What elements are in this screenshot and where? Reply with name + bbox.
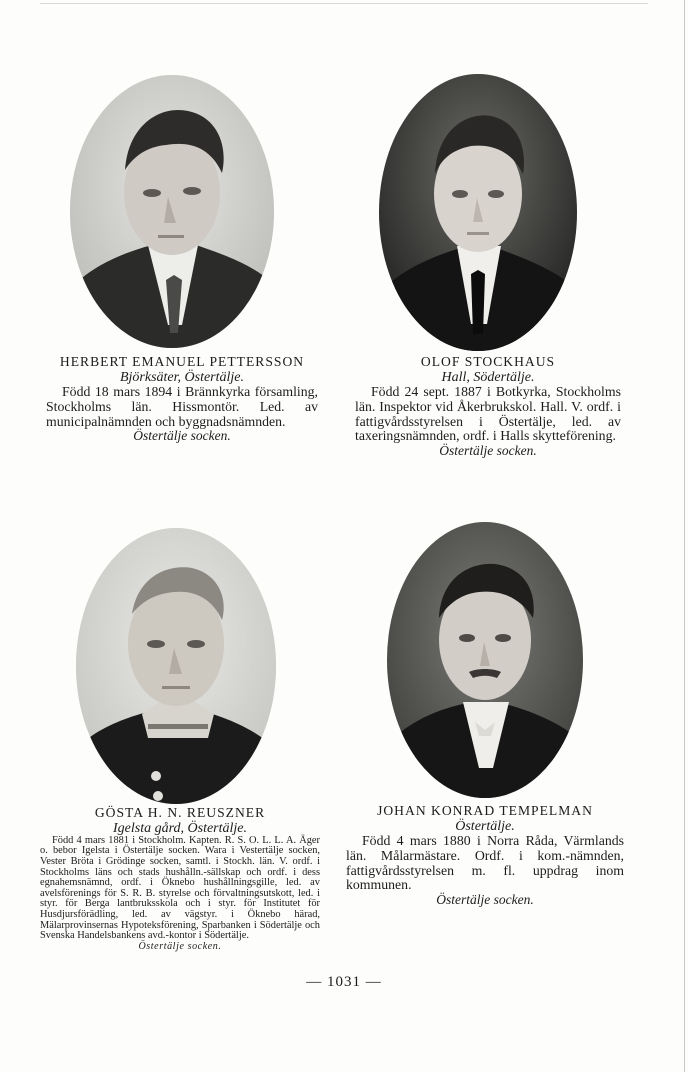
page-number: — 1031 — — [306, 974, 382, 990]
person-name: GÖSTA H. N. REUSZNER — [94, 805, 266, 820]
residence: Östertälje. — [455, 818, 515, 834]
parish-label: Östertälje socken. — [436, 892, 534, 908]
entry-reuszner — [40, 806, 320, 953]
parish-label: Östertälje socken. — [138, 940, 222, 952]
page-edge-line — [40, 3, 648, 4]
portrait-photo-tempelman — [387, 522, 583, 798]
portrait-photo-pettersson — [70, 75, 274, 348]
entry-stockhaus — [355, 355, 621, 459]
residence: Björksäter, Östertälje. — [119, 369, 245, 385]
entry-tempelman — [346, 804, 624, 908]
person-name: OLOF STOCKHAUS — [420, 354, 556, 369]
parish-label: Östertälje socken. — [133, 428, 231, 444]
residence: Hall, Södertälje. — [441, 369, 535, 385]
person-name: JOHAN KONRAD TEMPELMAN — [377, 803, 593, 818]
entry-pettersson — [46, 355, 318, 444]
portrait-photo-stockhaus — [379, 74, 577, 351]
biography: Född 4 mars 1881 i Stockholm. Kapten. R. S. O. L. L. A. Äger o. bebor Igelsta i Östertälje socken. Wara i Vestertälje socken, Vester Bröta i Grödinge socken, samtl. i Stockh. län. V. ordf. i Stockholms läns och stads hushålln.-sällskap och ordf. i dess egnahemsnämnd, ordf. i Öknebo hushållningsgille, led. av avelsförenings för S. R. B. styrelse och förvaltningsutskott, led. i styr. för Berga lantbruksskola och i styr. för Institutet för Husdjursförädling, led. av vägstyr. i Öknebo härad, Mälarprovinsernas Hypoteksförening, Sparbanken i Södertälje och Svenska Handelsbankens avd.-kontor i Södertälje. — [40, 834, 320, 942]
parish-label: Östertälje socken. — [439, 443, 537, 459]
residence: Igelsta gård, Östertälje. — [112, 820, 248, 836]
portrait-photo-reuszner — [76, 528, 276, 804]
person-name: HERBERT EMANUEL PETTERSSON — [59, 354, 305, 369]
biography: Född 4 mars 1880 i Norra Råda, Värmlands län. Målarmästare. Ordf. i kom.-nämnden, fattigvårdsstyrelsen m. fl. uppdrag inom kommunen. — [346, 832, 624, 893]
biography: Född 18 mars 1894 i Brännkyrka församling, Stockholms län. Hissmontör. Led. av municipalnämnden och byggnadsnämnden. — [46, 383, 318, 429]
biography: Född 24 sept. 1887 i Botkyrka, Stockholms län. Inspektor vid Åkerbrukskol. Hall. V. ordf. i fattigvårdsstyrelsen i Östertälje, led. av taxeringsnämnden, ordf. i Halls skytteförening. — [355, 383, 621, 444]
